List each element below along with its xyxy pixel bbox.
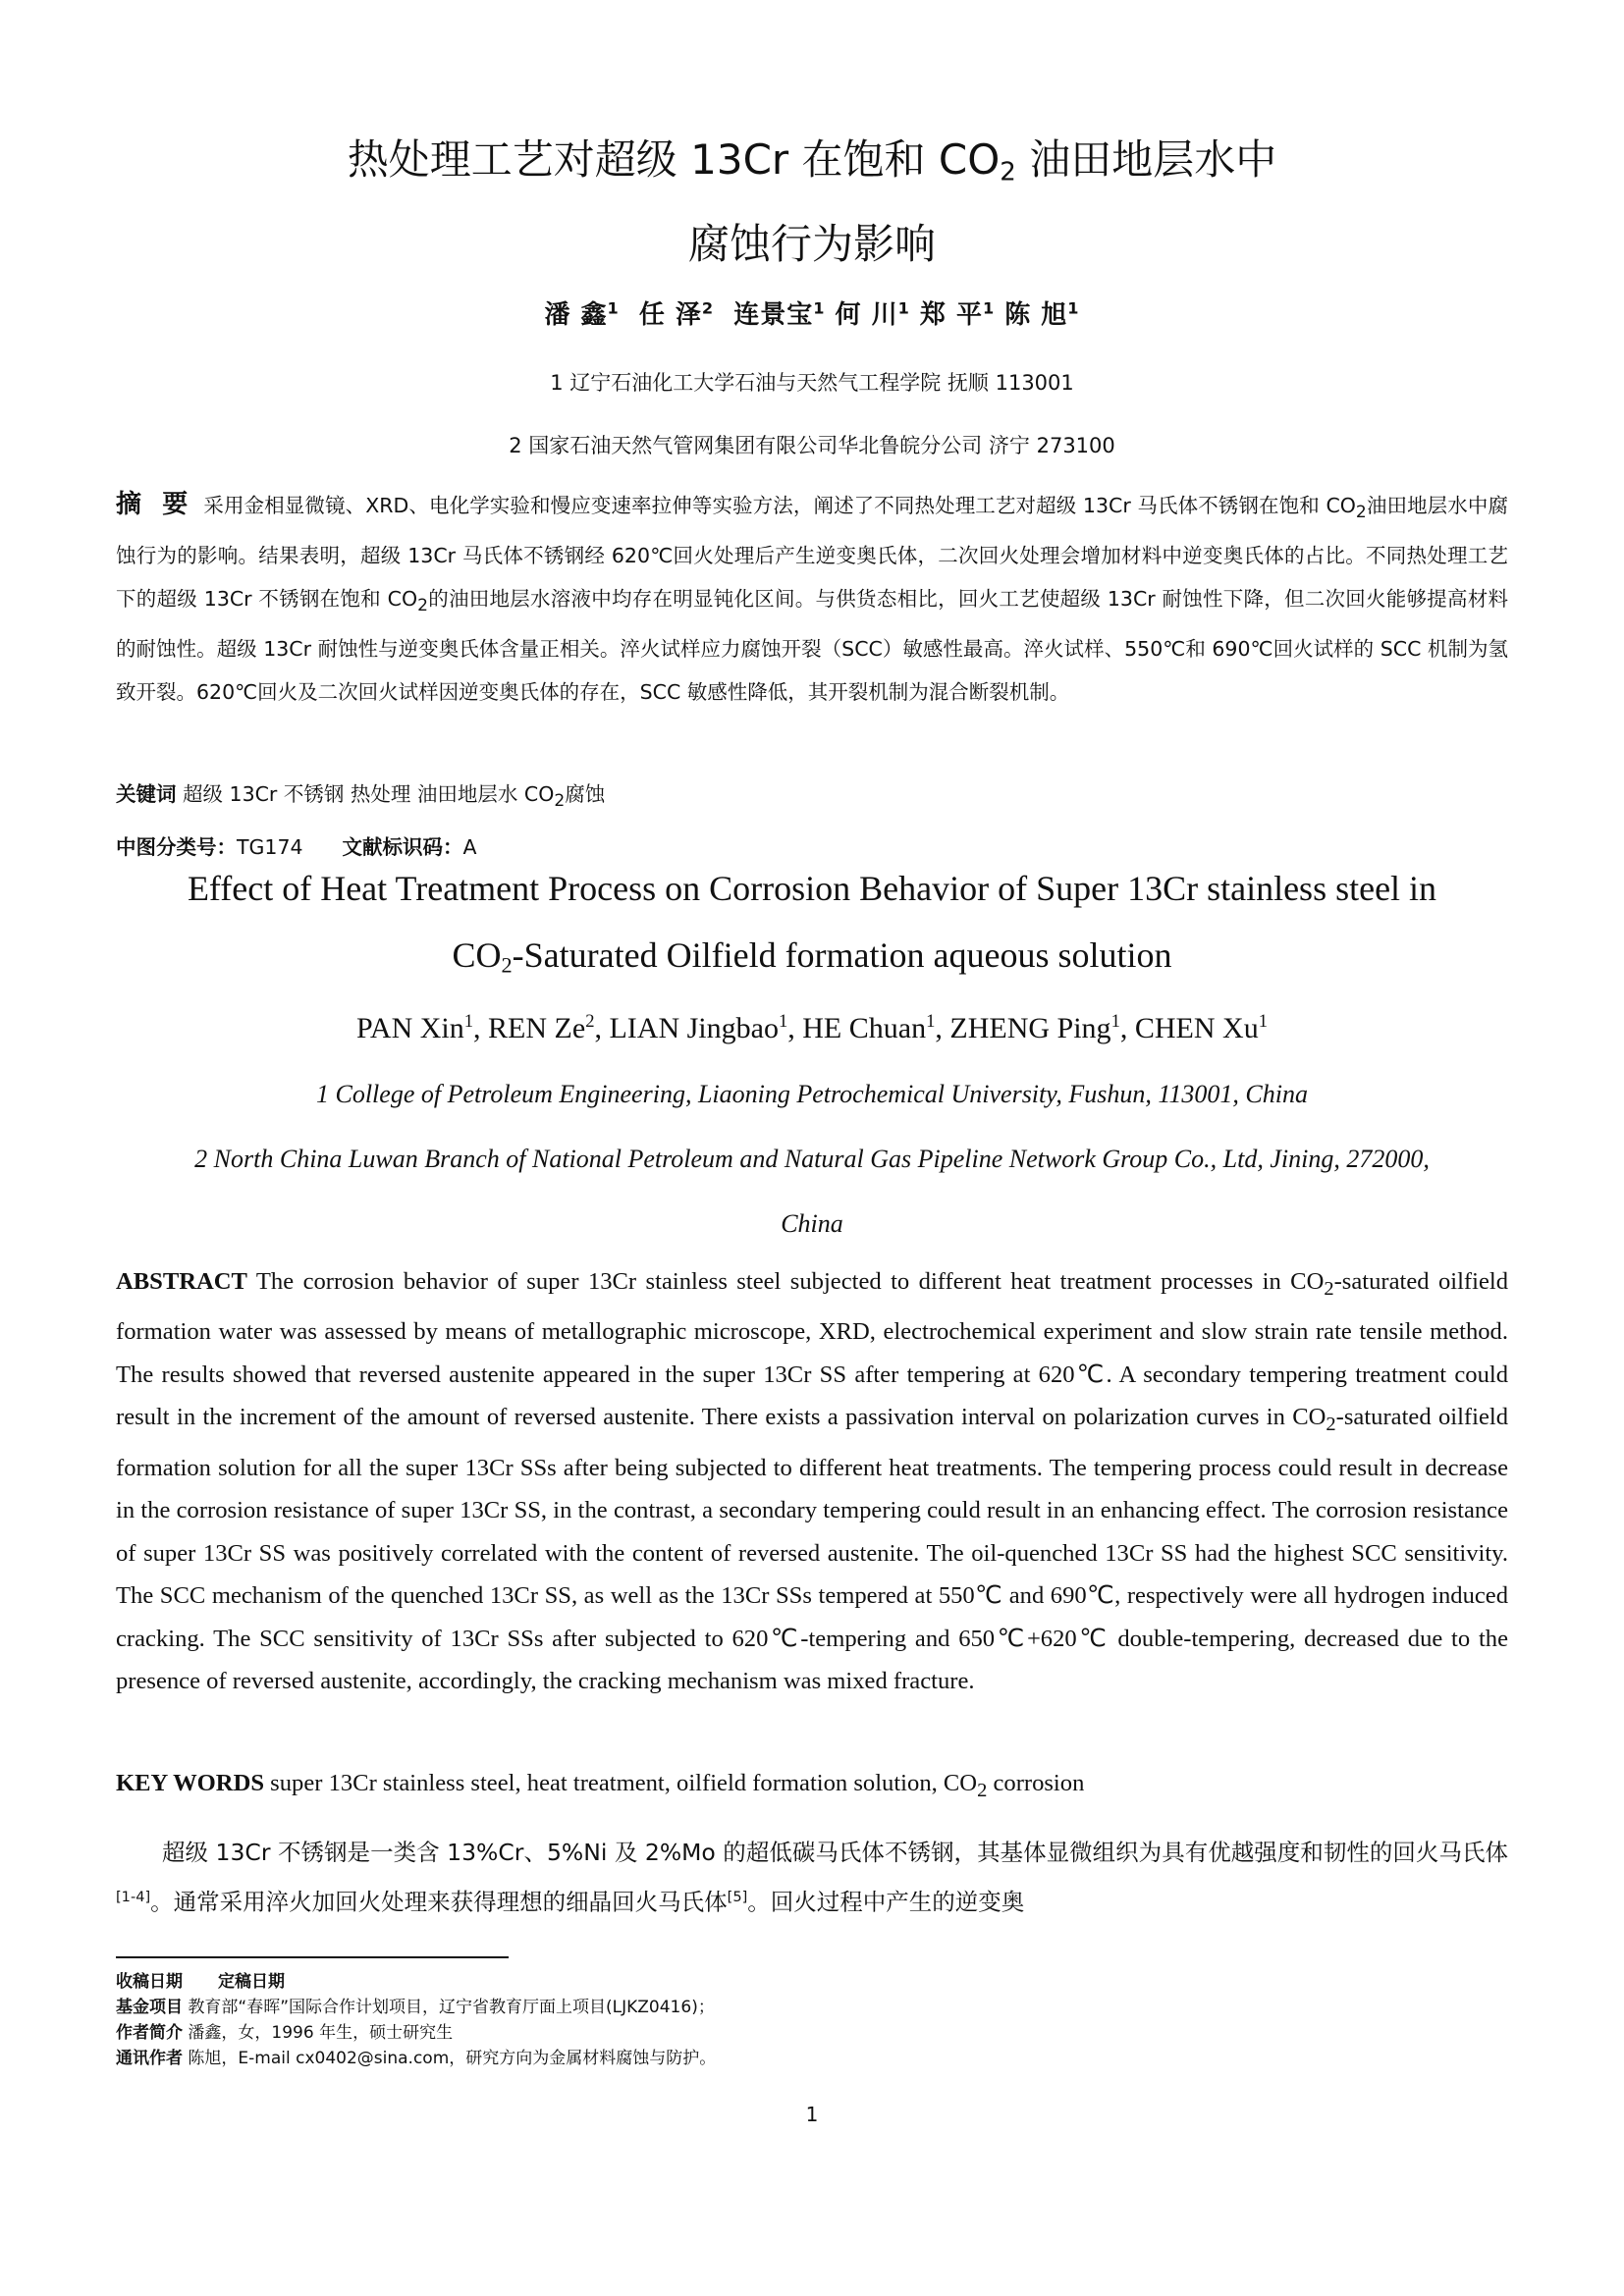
- title-cn-line1: 热处理工艺对超级 13Cr 在饱和 $CO_2$ 油田地层水中: [347, 135, 1277, 187]
- author-en: PAN Xin$^1$: [355, 1011, 474, 1045]
- author-cn: 潘 鑫$^1$: [544, 298, 620, 330]
- abstract-en: ABSTRACT The corrosion behavior of super 13Cr stainless steel subjected to different heat treatment processes in $CO_2$-saturated oilfield formation water was assessed by means of metallographic microscope, XRD, electrochemical experiment and slow strain rate tensile method. The results showed that reversed austenite appeared in the super 13Cr SS after tempering at 620℃. A secondary tempering treatment could result in the increment of the amount of reversed austenite. There exists a passivation interval on polarization curves in $CO_2$-saturated oilfield formation solution for all the super 13Cr SSs after being subjected to different heat treatments. The tempering process could result in decrease in the corrosion resistance of super 13Cr SS, in the contrast, a secondary tempering could result in an enhancing effect. The corrosion resistance of super 13Cr SS was positively correlated with the content of reversed austenite. The oil-quenched 13Cr SS had the highest SCC sensitivity. The SCC mechanism of the quenched 13Cr SS, as well as the 13Cr SSs tempered at 550℃ and 690℃, respectively were all hydrogen induced cracking. The SCC sensitivity of 13Cr SSs after subjected to 620℃-tempering and 650℃+620℃ double-tempering, decreased due to the presence of reversed austenite, accordingly, the cracking mechanism was mixed fracture.: [116, 1268, 1509, 1695]
- title-en-line1: Effect of Heat Treatment Process on Corrosion Behavior of Super 13Cr stainless steel in: [187, 869, 1437, 908]
- affiliation-en-2: 2 North China Luwan Branch of National Petroleum and Natural Gas Pipeline Network Group Co., Ltd, Jining, 272000,: [194, 1145, 1430, 1173]
- author-cn: 连景宝$^1$: [733, 298, 826, 330]
- abstract-en-heading: ABSTRACT: [116, 1268, 247, 1295]
- footnotes: [116, 1969, 716, 2071]
- author-en: CHEN Xu$^1$: [1134, 1011, 1268, 1045]
- keywords-en: KEY WORDS super 13Cr stainless steel, heat treatment, oilfield formation solution, $CO_2$ corrosion: [116, 1770, 1085, 1801]
- page-number: 1: [805, 2103, 819, 2126]
- affiliation-en-2-cont: China: [781, 1209, 843, 1238]
- author-en: HE Chuan$^1$: [802, 1011, 936, 1045]
- citation[interactable]: [5]: [727, 1889, 748, 1905]
- title-cn-line2: 腐蚀行为影响: [687, 220, 936, 268]
- author-cn: 何 川$^1$: [835, 298, 910, 330]
- abstract-cn: 摘 要 采用金相显微镜、XRD、电化学实验和慢应变速率拉伸等实验方法，阐述了不同热处理工艺对超级 13Cr 马氏体不锈钢在饱和 $CO_2$油田地层水中腐蚀行为的影响。结果表明，超级 13Cr 马氏体不锈钢经 620℃回火处理后产生逆变奥氏体，二次回火处理会增加材料中逆变奥氏体的占比。不同热处理工艺下的超级 13Cr 不锈钢在饱和 $CO_2$的油田地层水溶液中均存在明显钝化区间。与供货态相比，回火工艺使超级 13Cr 耐蚀性下降，但二次回火能够提高材料的耐蚀性。超级 13Cr 耐蚀性与逆变奥氏体含量正相关。淬火试样应力腐蚀开裂（SCC）敏感性最高。淬火试样、550℃和 690℃回火试样的 SCC 机制为氢致开裂。620℃回火及二次回火试样因逆变奥氏体的存在，SCC 敏感性降低，其开裂机制为混合断裂机制。: [116, 490, 1509, 705]
- authors-en: PAN Xin$^1$, REN Ze$^2$, LIAN Jingbao$^1$, HE Chuan$^1$, ZHENG Ping$^1$, CHEN Xu$^1$: [355, 1011, 1268, 1045]
- title-en-line2: $CO_2$-Saturated Oilfield formation aqueous solution: [452, 935, 1172, 978]
- keywords-en-heading: KEY WORDS: [116, 1770, 265, 1796]
- keywords-cn: 关键词 超级 13Cr 不锈钢 热处理 油田地层水 $CO_2$腐蚀: [116, 782, 606, 812]
- author-cn: 郑 平$^1$: [919, 298, 996, 330]
- affiliation-cn-2: 2 国家石油天然气管网集团有限公司华北鲁皖分公司 济宁 273100: [509, 434, 1115, 457]
- authors-cn: [0, 294, 1624, 331]
- footnote-fund: 基金项目 教育部“春晖”国际合作计划项目，辽宁省教育厅面上项目(LJKZ0416)；: [116, 1998, 715, 2017]
- author-en: REN Ze$^2$: [488, 1011, 595, 1045]
- intro-paragraph: 超级 13Cr 不锈钢是一类含 13%Cr、5%Ni 及 2%Mo 的超低碳马氏体不锈钢，其基体显微组织为具有优越强度和韧性的回火马氏体[1-4]。通常采用淬火加回火处理来获得理想的细晶回火马氏体[5]。回火过程中产生的逆变奥: [116, 1839, 1508, 1916]
- footnote-corresponding: 通讯作者 陈旭，E-mail cx0402@sina.com，研究方向为金属材料腐蚀与防护。: [116, 2049, 717, 2068]
- footnote-divider: [116, 1956, 509, 1958]
- classification: 中图分类号：TG174 文献标识码：A: [116, 835, 477, 859]
- author-cn: 陈 旭$^1$: [1004, 298, 1080, 330]
- footnote-dates: 收稿日期 定稿日期: [116, 1972, 285, 1992]
- affiliation-en-1: 1 College of Petroleum Engineering, Liaoning Petrochemical University, Fushun, 113001, China: [315, 1080, 1308, 1108]
- keywords-cn-heading: 关键词: [116, 782, 177, 806]
- affiliation-cn-1: 1 辽宁石油化工大学石油与天然气工程学院 抚顺 113001: [550, 371, 1074, 395]
- citation[interactable]: [1-4]: [116, 1889, 151, 1905]
- abstract-cn-heading: 摘 要: [116, 490, 194, 519]
- author-en: ZHENG Ping$^1$: [949, 1011, 1120, 1045]
- footnote-author: 作者简介 潘鑫，女，1996 年生，硕士研究生: [116, 2023, 454, 2043]
- author-cn: 任 泽$^2$: [638, 298, 715, 330]
- author-en: LIAN Jingbao$^1$: [609, 1011, 788, 1045]
